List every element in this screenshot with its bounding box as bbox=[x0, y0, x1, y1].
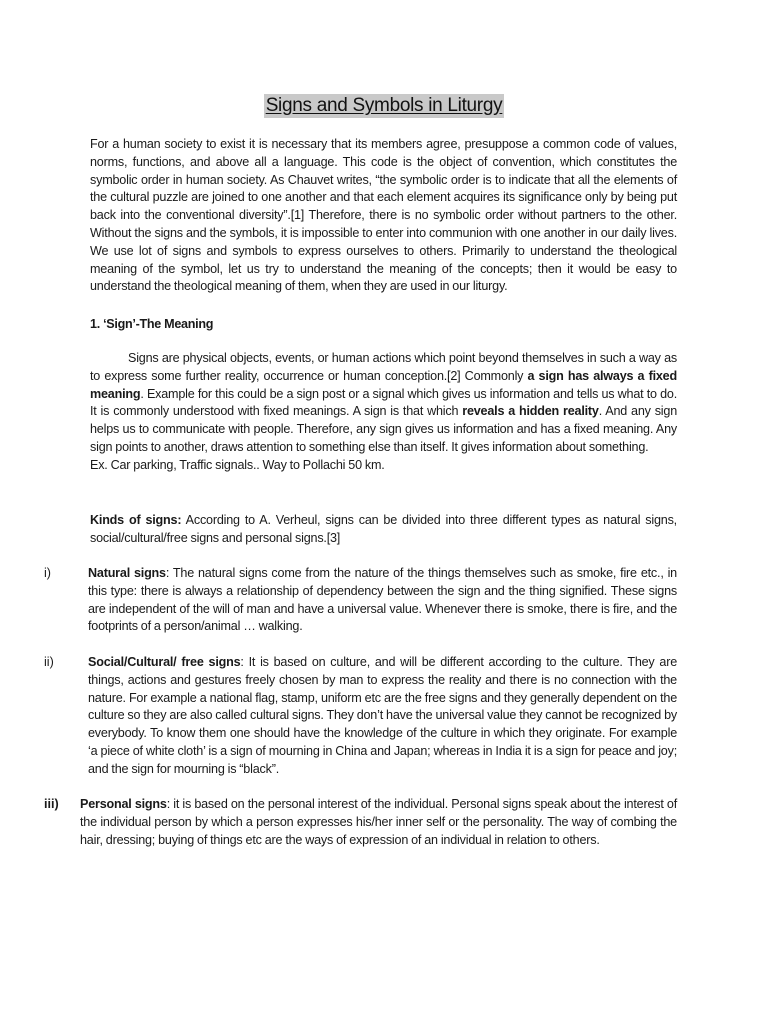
social-signs-term: Social/Cultural/ free signs bbox=[88, 655, 241, 669]
list-item-natural-signs bbox=[88, 565, 677, 636]
natural-signs-text: : The natural signs come from the nature of the things themselves such as smoke, fire etc., in this type: there is always a relationship of dependency between the sign and the thing signified. These signs are independent of the will of man and have a universal value. Whenever there is smoke, there is fire, and the footprints of a person/animal … walking. bbox=[88, 566, 677, 634]
sign-meaning-bold-hidden: reveals a hidden reality bbox=[462, 404, 599, 419]
natural-signs-term: Natural signs bbox=[88, 566, 166, 580]
kinds-of-signs-paragraph bbox=[90, 512, 677, 548]
sign-meaning-text-c: . Example for this could be a sign post or a signal which gives us information and tells us what to do. It is commonly understood with fixed meanings. A sign is that which bbox=[90, 386, 677, 419]
sign-example-line: Ex. Car parking, Traffic signals.. Way to Pollachi 50 km. bbox=[90, 457, 385, 472]
section-heading-sign-meaning: 1. ‘Sign’-The Meaning bbox=[90, 317, 214, 331]
sign-meaning-text-a: Signs are physical objects, events, or human actions which point beyond themselves in such a way as to express some further reality, occurrence or human conception.[2] Commonly bbox=[90, 351, 677, 383]
sign-meaning-text-e: . And any sign helps us to communicate with people. Therefore, any sign gives us information and has a fixed meaning. Any sign points to another, draws attention to something else than itself. It gives information about something. bbox=[90, 404, 677, 454]
document-title: Signs and Symbols in Liturgy bbox=[265, 95, 503, 116]
social-signs-text: : It is based on culture, and will be different according to the culture. They are things, actions and gestures freely chosen by man to express the reality and there is no connection with the nature. For example a national flag, stamp, uniform etc are the free signs and they generally dependent on the culture so they are also called cultural signs. They don’t have the universal value they cannot be recognized by everybody. To know them one should have the knowledge of the culture in which they originate. For example ‘a piece of white cloth’ is a sign of mourning in China and Japan; whereas in India it is a sign for peace and joy; and the sign for mourning is “black”. bbox=[88, 655, 678, 776]
list-item-social-signs bbox=[88, 654, 677, 779]
list-marker-personal: iii) bbox=[44, 797, 59, 811]
intro-paragraph: For a human society to exist it is necessary that its members agree, presuppose a common code of values, norms, functions, and above all a language. This code is the object of convention, which constitutes the symbolic order in human society. As Chauvet writes, “the symbolic order is to indicate that all the elements of the cultural puzzle are joined to one another and that each element acquires its significance only by being put back into the conventional diversity”.[1] Therefore, there is no symbolic order without partners to the other. Without the signs and the symbols, it is impossible to enter into communion with one another in our daily lives. We use lot of signs and symbols to express ourselves to others. Primarily to understand the theological meaning of the symbol, let us try to understand the meaning of the concepts; then it would be easy to understand the theological meaning of them, when they are used in our liturgy. bbox=[90, 137, 677, 294]
kinds-of-signs-text: According to A. Verheul, signs can be divided into three different types as natural signs, social/cultural/free signs and personal signs.[3] bbox=[90, 513, 677, 545]
list-item-personal-signs bbox=[80, 796, 677, 849]
kinds-of-signs-label: Kinds of signs: bbox=[90, 513, 182, 527]
personal-signs-term: Personal signs bbox=[80, 797, 167, 811]
personal-signs-text: : it is based on the personal interest of the individual. Personal signs speak about the interest of the individual person by which a person expresses his/her inner self or the personality. The way of combing the hair, dressing; buying of things etc are the ways of expression of an individual in relation to others. bbox=[80, 797, 677, 847]
list-marker-natural: i) bbox=[44, 566, 51, 580]
sign-meaning-bold-fixed: a sign has always a fixed meaning bbox=[90, 368, 677, 401]
list-marker-social: ii) bbox=[44, 655, 54, 669]
title-wrapper bbox=[0, 94, 768, 118]
sign-meaning-paragraph bbox=[90, 350, 677, 475]
